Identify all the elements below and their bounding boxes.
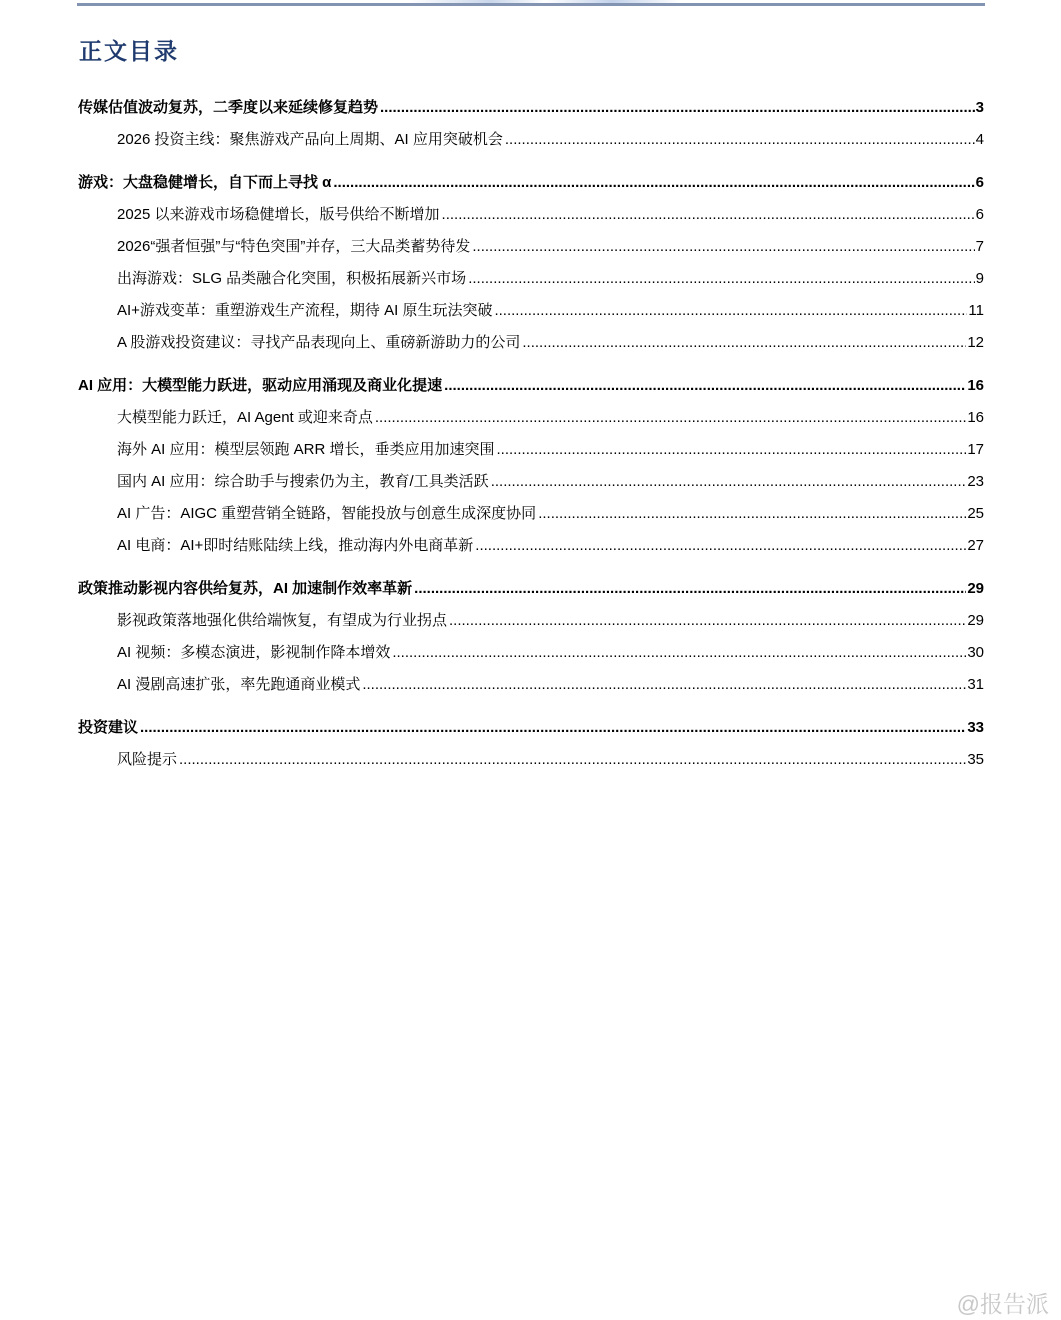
toc-entry-title: AI 广告：AIGC 重塑营销全链路，智能投放与创意生成深度协同: [117, 505, 537, 522]
toc-entry[interactable]: [117, 609, 984, 633]
toc-entry-title: 大模型能力跃迁，AI Agent 或迎来奇点: [117, 409, 373, 426]
toc-entry-page: 27: [967, 537, 984, 554]
toc-entry-title: 国内 AI 应用：综合助手与搜索仍为主，教育/工具类活跃: [117, 473, 489, 490]
toc-entry-title: 2025 以来游戏市场稳健增长，版号供给不断增加: [117, 206, 440, 223]
toc-entry[interactable]: [117, 128, 984, 152]
toc-dot-leader: [472, 235, 974, 259]
header-rule: [77, 3, 985, 6]
toc-dot-leader: [522, 331, 966, 355]
toc-entry[interactable]: [117, 534, 984, 558]
toc-dot-leader: [444, 374, 966, 398]
toc-entry-page: 33: [967, 719, 984, 736]
toc-entry-page: 6: [975, 206, 984, 223]
toc-entry-page: 29: [967, 580, 984, 597]
toc-entry[interactable]: [117, 331, 984, 355]
toc-entry-title: 出海游戏：SLG 品类融合化突围，积极拓展新兴市场: [117, 270, 467, 287]
toc-entry-title: 海外 AI 应用：模型层领跑 ARR 增长，垂类应用加速突围: [117, 441, 495, 458]
toc-entry[interactable]: [78, 96, 984, 120]
toc-entry[interactable]: [117, 502, 984, 526]
toc-dot-leader: [414, 577, 966, 601]
toc-entry-page: 6: [975, 174, 984, 191]
toc-entry[interactable]: [117, 299, 984, 323]
toc-dot-leader: [392, 641, 966, 665]
toc-entry-title: 游戏：大盘稳健增长，自下而上寻找 α: [78, 174, 332, 191]
toc-entry-page: 11: [968, 302, 984, 319]
toc-entry-page: 16: [967, 409, 984, 426]
toc-entry-page: 3: [975, 99, 984, 116]
toc-entry-title: AI 应用：大模型能力跃进，驱动应用涌现及商业化提速: [78, 377, 443, 394]
toc-entry[interactable]: [117, 641, 984, 665]
toc-dot-leader: [179, 748, 966, 772]
toc-entry[interactable]: [117, 673, 984, 697]
toc-entry[interactable]: [117, 235, 984, 259]
toc-dot-leader: [505, 128, 975, 152]
toc-entry-page: 23: [967, 473, 984, 490]
toc-entry[interactable]: [117, 406, 984, 430]
toc-entry[interactable]: [117, 267, 984, 291]
toc-dot-leader: [375, 406, 966, 430]
toc-entry-title: 2026“强者恒强”与“特色突围”并存，三大品类蓄势待发: [117, 238, 471, 255]
toc-entry[interactable]: [78, 577, 984, 601]
header-logo-band: [410, 0, 680, 3]
toc-entry-title: 投资建议: [78, 719, 139, 736]
toc-entry-page: 31: [967, 676, 984, 693]
toc-entry-page: 7: [975, 238, 984, 255]
toc-dot-leader: [475, 534, 966, 558]
toc-entry-title: AI+游戏变革：重塑游戏生产流程，期待 AI 原生玩法突破: [117, 302, 493, 319]
toc-entry-title: 2026 投资主线：聚焦游戏产品向上周期、AI 应用突破机会: [117, 131, 503, 148]
toc-entry[interactable]: [78, 374, 984, 398]
toc-dot-leader: [491, 470, 967, 494]
toc-dot-leader: [442, 203, 975, 227]
toc-dot-leader: [497, 438, 967, 462]
toc-entry-title: AI 漫剧高速扩张，率先跑通商业模式: [117, 676, 361, 693]
page-title: 正文目录: [79, 38, 179, 65]
toc-dot-leader: [380, 96, 975, 120]
toc-entry-page: 16: [967, 377, 984, 394]
toc-entry[interactable]: [78, 716, 984, 740]
toc-dot-leader: [468, 267, 974, 291]
toc-dot-leader: [449, 609, 966, 633]
toc-entry-page: 4: [975, 131, 984, 148]
toc-entry-page: 12: [967, 334, 984, 351]
toc-entry-title: A 股游戏投资建议：寻找产品表现向上、重磅新游助力的公司: [117, 334, 521, 351]
toc-entry-title: 风险提示: [117, 751, 178, 768]
toc-dot-leader: [140, 716, 966, 740]
toc-entry-page: 29: [967, 612, 984, 629]
toc-entry[interactable]: [117, 748, 984, 772]
toc-entry[interactable]: [117, 438, 984, 462]
toc-entry-page: 9: [975, 270, 984, 287]
toc-entry[interactable]: [117, 470, 984, 494]
toc-entry-title: 影视政策落地强化供给端恢复，有望成为行业拐点: [117, 612, 448, 629]
toc-dot-leader: [538, 502, 966, 526]
toc-entry[interactable]: [117, 203, 984, 227]
toc-entry-title: AI 视频：多模态演进，影视制作降本增效: [117, 644, 391, 661]
toc-entry-page: 25: [967, 505, 984, 522]
toc-entry-title: 政策推动影视内容供给复苏，AI 加速制作效率革新: [78, 580, 413, 597]
toc-entry-title: AI 电商：AI+即时结账陆续上线，推动海内外电商革新: [117, 537, 474, 554]
toc-dot-leader: [362, 673, 966, 697]
toc-entry-title: 传媒估值波动复苏，二季度以来延续修复趋势: [78, 99, 379, 116]
toc-entry-page: 30: [967, 644, 984, 661]
toc-dot-leader: [494, 299, 967, 323]
watermark: @报告派: [956, 1291, 1049, 1317]
toc-entry-page: 35: [967, 751, 984, 768]
toc-dot-leader: [333, 171, 974, 195]
toc-entry-page: 17: [967, 441, 984, 458]
toc-entry[interactable]: [78, 171, 984, 195]
